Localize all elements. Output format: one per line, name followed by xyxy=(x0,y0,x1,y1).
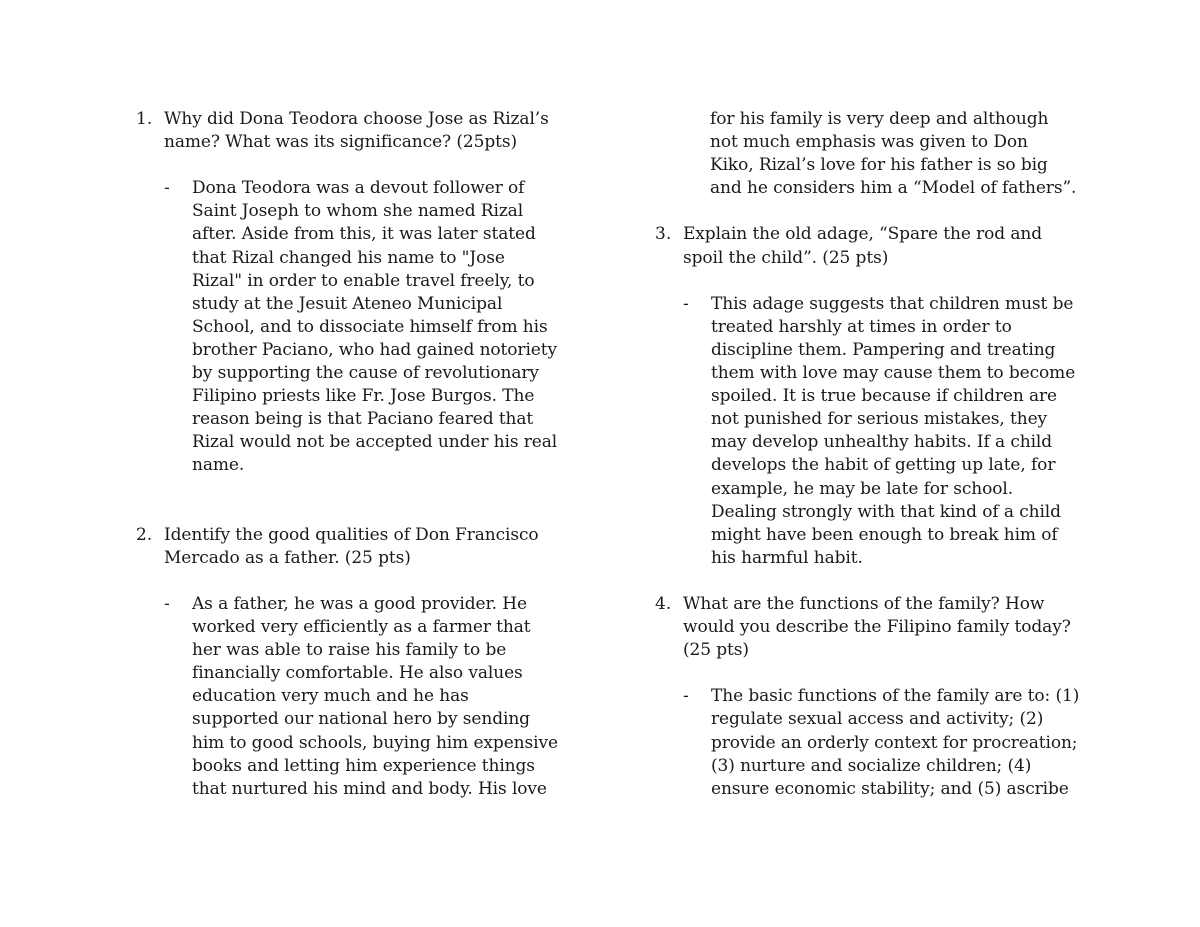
question-line: (25 pts) xyxy=(683,640,749,661)
answer-line: them with love may cause them to become xyxy=(711,363,1076,384)
answer-line: not punished for serious mistakes, they xyxy=(711,409,1048,430)
answer-dash: - xyxy=(164,593,170,614)
question-line: Explain the old adage, “Spare the rod and xyxy=(683,224,1043,245)
answer-line: Rizal" in order to enable travel freely, to xyxy=(192,270,535,291)
answer-line: spoiled. It is true because if children are xyxy=(711,386,1058,407)
answer-4 xyxy=(655,685,1115,800)
question-line: What are the functions of the family? How xyxy=(683,593,1045,614)
answer-line: that nurtured his mind and body. His love xyxy=(192,778,547,799)
answer-line: regulate sexual access and activity; (2) xyxy=(711,709,1044,730)
question-line: spoil the child”. (25 pts) xyxy=(683,247,889,268)
answer-dash: - xyxy=(683,686,689,707)
answer-line: The basic functions of the family are to: (1) xyxy=(711,686,1080,707)
answer-line: supported our national hero by sending xyxy=(192,709,530,730)
answer-2-continued xyxy=(655,108,1115,200)
left-column xyxy=(136,108,596,801)
answer-line: worked very efficiently as a farmer that xyxy=(192,617,531,638)
answer-line: As a father, he was a good provider. He xyxy=(192,593,527,614)
answer-line: for his family is very deep and although xyxy=(710,109,1049,129)
question-line: Why did Dona Teodora choose Jose as Rizal’s xyxy=(164,109,549,129)
question-1 xyxy=(136,108,596,154)
answer-1 xyxy=(136,177,596,477)
answer-line: him to good schools, buying him expensive xyxy=(192,732,558,753)
answer-line: Dona Teodora was a devout follower of xyxy=(192,178,525,199)
answer-line: name. xyxy=(192,455,245,476)
answer-line: brother Paciano, who had gained notoriety xyxy=(192,339,557,360)
answer-line: may develop unhealthy habits. If a child xyxy=(711,432,1053,453)
answer-dash: - xyxy=(683,293,689,314)
answer-line: and he considers him a “Model of fathers”. xyxy=(710,178,1077,199)
answer-line: not much emphasis was given to Don xyxy=(710,132,1028,153)
answer-line: financially comfortable. He also values xyxy=(192,663,523,684)
question-number: 3. xyxy=(655,224,672,245)
answer-line: Rizal would not be accepted under his real xyxy=(192,432,558,453)
answer-line: education very much and he has xyxy=(192,686,469,707)
answer-line: Dealing strongly with that kind of a child xyxy=(711,501,1061,522)
answer-line: Kiko, Rizal’s love for his father is so big xyxy=(710,155,1048,176)
answer-line: discipline them. Pampering and treating xyxy=(711,339,1056,360)
answer-line: example, he may be late for school. xyxy=(711,478,1014,499)
question-line: Mercado as a father. (25 pts) xyxy=(164,547,411,568)
right-column xyxy=(655,108,1115,801)
question-number: 2. xyxy=(136,524,153,545)
answer-line: might have been enough to break him of xyxy=(711,524,1058,545)
question-number: 4. xyxy=(655,593,672,614)
answer-dash: - xyxy=(164,178,170,199)
answer-line: study at the Jesuit Ateneo Municipal xyxy=(192,293,503,314)
answer-line: provide an orderly context for procreation; xyxy=(711,732,1078,753)
question-3 xyxy=(655,223,1115,269)
question-line: name? What was its significance? (25pts) xyxy=(164,132,517,153)
answer-line: her was able to raise his family to be xyxy=(192,640,507,661)
answer-line: (3) nurture and socialize children; (4) xyxy=(711,755,1032,776)
answer-line: after. Aside from this, it was later stated xyxy=(192,224,536,245)
answer-line: ensure economic stability; and (5) ascribe xyxy=(711,778,1069,799)
answer-line: treated harshly at times in order to xyxy=(711,316,1012,337)
answer-line: reason being is that Paciano feared that xyxy=(192,409,534,430)
question-2 xyxy=(136,524,596,570)
answer-2 xyxy=(136,593,596,801)
question-number: 1. xyxy=(136,109,153,129)
answer-line: by supporting the cause of revolutionary xyxy=(192,363,539,384)
answer-line: This adage suggests that children must be xyxy=(711,293,1074,314)
answer-line: his harmful habit. xyxy=(711,547,863,568)
question-line: would you describe the Filipino family today? xyxy=(683,617,1071,638)
question-4 xyxy=(655,593,1115,662)
answer-line: that Rizal changed his name to "Jose xyxy=(192,247,505,268)
answer-line: School, and to dissociate himself from his xyxy=(192,316,548,337)
answer-line: Saint Joseph to whom she named Rizal xyxy=(192,201,524,222)
answer-line: Filipino priests like Fr. Jose Burgos. The xyxy=(192,386,535,407)
answer-3 xyxy=(655,293,1115,570)
question-line: Identify the good qualities of Don Francisco xyxy=(164,524,539,545)
answer-line: books and letting him experience things xyxy=(192,755,535,776)
answer-line: develops the habit of getting up late, for xyxy=(711,455,1056,476)
